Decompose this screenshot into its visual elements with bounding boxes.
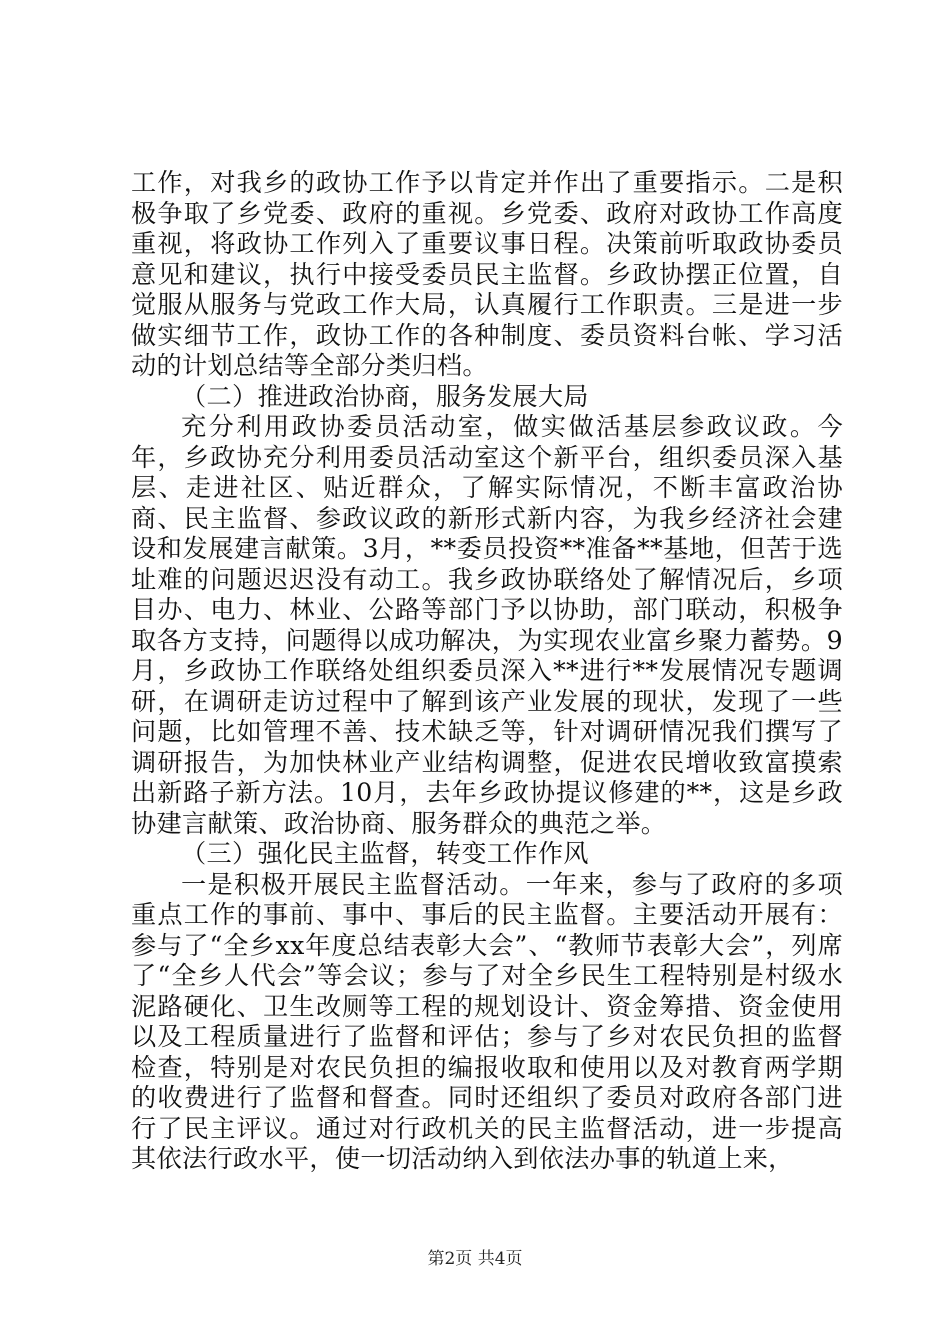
section-heading-2: （二）推进政治协商，服务发展大局	[181, 381, 589, 411]
paragraph-2: 充分利用政协委员活动室，做实做活基层参政议政。今年，乡政协充分利用委员活动室这个新平台，组织委员深入基层、走进社区、贴近群众，了解实际情况，不断丰富政治协商、民主监督、参政议政的新形式新内容，为我乡经济社会建设和发展建言献策。3月，**委员投资**准备**基地，但苦于选址难的问题迟迟没有动工。我乡政协联络处了解情况后，乡项目办、电力、林业、公路等部门予以协助，部门联动，积极争取各方支持，问题得以成功解决，为实现农业富乡聚力蓄势。9月，乡政协工作联络处组织委员深入**进行**发展情况专题调研，在调研走访过程中了解到该产业发展的现状，发现了一些问题，比如管理不善、技术缺乏等，针对调研情况我们撰写了调研报告，为加快林业产业结构调整，促进农民增收致富摸索出新路子新方法。10月，去年乡政协提议修建的**，这是乡政协建言献策、政治协商、服务群众的典范之举。	[131, 412, 843, 838]
document-body	[131, 168, 843, 1175]
paragraph-3: 一是积极开展民主监督活动。一年来，参与了政府的多项重点工作的事前、事中、事后的民主监督。主要活动开展有：参与了“全乡xx年度总结表彰大会”、“教师节表彰大会”，列席了“全乡人代会”等会议；参与了对全乡民生工程特别是村级水泥路硬化、卫生改厕等工程的规划设计、资金筹措、资金使用以及工程质量进行了监督和评估；参与了乡对农民负担的监督检查，特别是对农民负担的编报收取和使用以及对教育两学期的收费进行了监督和督查。同时还组织了委员对政府各部门进行了民主评议。通过对行政机关的民主监督活动，进一步提高其依法行政水平，使一切活动纳入到依法办事的轨道上来，	[131, 869, 843, 1173]
page-footer: 第2页 共4页	[427, 1249, 523, 1269]
section-heading-3: （三）强化民主监督，转变工作作风	[181, 839, 589, 868]
paragraph-1: 工作，对我乡的政协工作予以肯定并作出了重要指示。二是积极争取了乡党委、政府的重视。乡党委、政府对政协工作高度重视，将政协工作列入了重要议事日程。决策前听取政协委员意见和建议，执行中接受委员民主监督。乡政协摆正位置，自觉服从服务与党政工作大局，认真履行工作职责。三是进一步做实细节工作，政协工作的各种制度、委员资料台帐、学习活动的计划总结等全部分类归档。	[131, 168, 843, 380]
